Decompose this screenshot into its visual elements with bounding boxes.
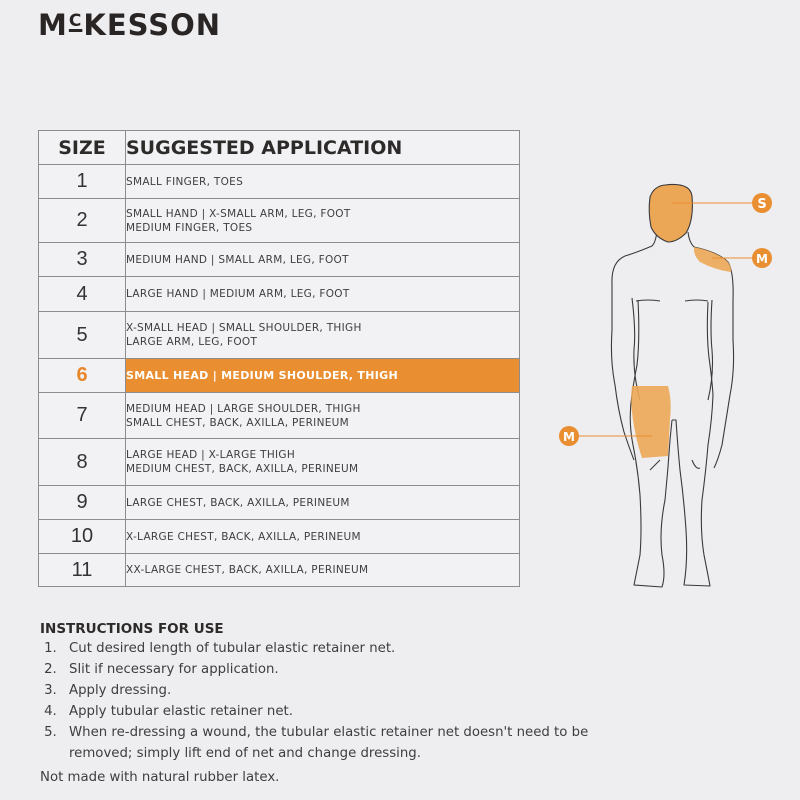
table-header-row xyxy=(39,131,520,165)
size-cell: 10 xyxy=(39,520,126,554)
size-cell: 1 xyxy=(39,165,126,199)
instruction-step: 1. Cut desired length of tubular elastic retainer net. xyxy=(61,638,640,659)
svg-text:M: M xyxy=(756,252,768,266)
table-row xyxy=(39,486,520,520)
size-cell: 11 xyxy=(39,554,126,587)
size-badge-thigh xyxy=(559,426,579,446)
application-line: LARGE HAND | MEDIUM ARM, LEG, FOOT xyxy=(126,288,350,300)
column-header-application: SUGGESTED APPLICATION xyxy=(126,131,520,165)
application-cell xyxy=(126,520,520,554)
size-cell: 7 xyxy=(39,393,126,439)
latex-note: Not made with natural rubber latex. xyxy=(40,770,280,785)
application-cell xyxy=(126,359,520,393)
application-line: X-SMALL HEAD | SMALL SHOULDER, THIGH xyxy=(126,322,362,334)
instructions-list xyxy=(40,638,640,764)
column-header-size: SIZE xyxy=(39,131,126,165)
table-row xyxy=(39,439,520,486)
application-cell xyxy=(126,439,520,486)
table-row xyxy=(39,520,520,554)
table-row xyxy=(39,199,520,243)
body-diagram xyxy=(520,160,800,600)
svg-text:M: M xyxy=(563,430,575,444)
instructions-section xyxy=(40,621,640,785)
table-row-highlighted xyxy=(39,359,520,393)
size-badge-shoulder xyxy=(752,248,772,268)
application-line: SMALL CHEST, BACK, AXILLA, PERINEUM xyxy=(126,416,350,429)
application-cell xyxy=(126,243,520,277)
instruction-step: 2. Slit if necessary for application. xyxy=(61,659,640,680)
table-row xyxy=(39,165,520,199)
instruction-step: 3. Apply dressing. xyxy=(61,680,640,701)
application-line: X-LARGE CHEST, BACK, AXILLA, PERINEUM xyxy=(126,530,361,543)
instruction-step: 4. Apply tubular elastic retainer net. xyxy=(61,701,640,722)
thigh-region xyxy=(631,386,670,458)
application-line: LARGE HEAD | X-LARGE THIGH xyxy=(126,449,296,461)
logo-part: C xyxy=(68,11,83,31)
application-cell xyxy=(126,277,520,312)
svg-text:S: S xyxy=(757,197,767,212)
table-row xyxy=(39,393,520,439)
application-cell xyxy=(126,486,520,520)
application-cell xyxy=(126,199,520,243)
application-line: LARGE CHEST, BACK, AXILLA, PERINEUM xyxy=(126,496,350,509)
size-cell: 5 xyxy=(39,312,126,359)
size-cell: 8 xyxy=(39,439,126,486)
application-cell xyxy=(126,165,520,199)
application-cell xyxy=(126,393,520,439)
body-outline xyxy=(611,230,733,587)
table-row xyxy=(39,554,520,587)
application-cell xyxy=(126,554,520,587)
logo-part: KESSON xyxy=(83,8,222,42)
application-line: SMALL HEAD | MEDIUM SHOULDER, THIGH xyxy=(126,368,398,382)
size-cell: 6 xyxy=(39,359,126,393)
application-line: MEDIUM HAND | SMALL ARM, LEG, FOOT xyxy=(126,253,349,266)
brand-logo xyxy=(38,8,221,42)
application-cell xyxy=(126,312,520,359)
application-line: MEDIUM CHEST, BACK, AXILLA, PERINEUM xyxy=(126,463,359,475)
application-line: XX-LARGE CHEST, BACK, AXILLA, PERINEUM xyxy=(126,564,369,576)
size-cell: 2 xyxy=(39,199,126,243)
size-chart-table xyxy=(38,130,520,587)
application-line: LARGE ARM, LEG, FOOT xyxy=(126,336,258,348)
size-cell: 3 xyxy=(39,243,126,277)
application-line: SMALL HAND | X-SMALL ARM, LEG, FOOT xyxy=(126,207,351,220)
table-row xyxy=(39,312,520,359)
instructions-title: INSTRUCTIONS FOR USE xyxy=(40,621,224,637)
logo-part: M xyxy=(38,8,68,42)
head-region xyxy=(649,184,692,242)
table-row xyxy=(39,277,520,312)
instruction-step: 5. When re-dressing a wound, the tubular elastic retainer net doesn't need to be removed; simply lift end of net and change dressing. xyxy=(61,722,640,764)
application-line: SMALL FINGER, TOES xyxy=(126,175,244,188)
size-badge-head xyxy=(752,193,772,213)
application-line: MEDIUM FINGER, TOES xyxy=(126,221,253,234)
size-cell: 4 xyxy=(39,277,126,312)
application-line: MEDIUM HEAD | LARGE SHOULDER, THIGH xyxy=(126,402,361,415)
table-row xyxy=(39,243,520,277)
size-cell: 9 xyxy=(39,486,126,520)
